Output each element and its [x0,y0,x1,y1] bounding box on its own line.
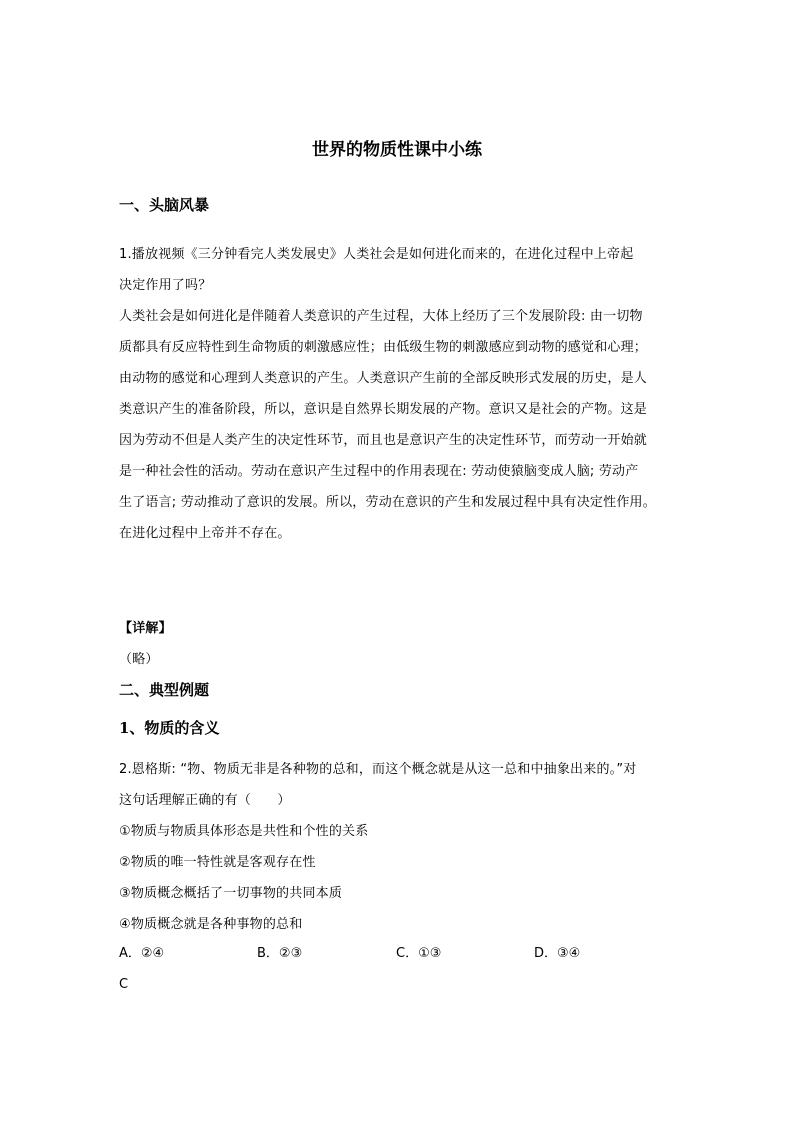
answer-1-line: 是一种社会性的活动。劳动在意识产生过程中的作用表现在: 劳动使猿脑变成人脑; 劳动产 [119,464,639,479]
question-2-line: 这句话理解正确的有（ ） [119,793,291,808]
statement-item: ④物质概念就是各种事物的总和 [119,917,303,932]
statement-list [119,816,691,940]
option-a: A．②④ [119,946,165,961]
statement-item: ②物质的唯一特性就是客观存在性 [119,855,316,870]
detail-label: 【详解】 [119,621,172,636]
statement-item: ③物质概念概括了一切事物的共同本质 [119,886,343,901]
answer-1-line: 因为劳动不但是人类产生的决定性环节，而且也是意识产生的决定性环节，而劳动一开始就 [119,433,648,448]
answer-1-line: 在进化过程中上帝并不存在。 [119,526,291,541]
question-1 [119,239,691,301]
answer-1-line: 生了语言; 劳动推动了意识的发展。所以，劳动在意识的产生和发展过程中具有决定性作用。 [119,495,656,510]
answer-options [119,942,679,966]
answer-1-paragraph [119,301,691,549]
question-1-line: 决定作用了吗？ [119,278,212,293]
option-b: B．②③ [257,946,303,961]
detail-text: （略） [119,652,159,667]
answer-1-line: 类意识产生的准备阶段，所以，意识是自然界长期发展的产物。意识又是社会的产物。这是 [119,402,648,417]
answer-1-line: 质都具有反应特性到生命物质的刺激感应性；由低级生物的刺激感应到动物的感觉和心理； [119,340,648,355]
option-c: C．①③ [396,946,442,961]
answer-key: C [119,977,129,992]
document-title: 世界的物质性课中小练 [312,140,482,160]
answer-1-line: 由动物的感觉和心理到人类意识的产生。人类意识产生前的全部反映形式发展的历史，是人 [119,371,648,386]
section-heading-examples: 二、典型例题 [119,681,210,699]
question-1-line: 1.播放视频《三分钟看完人类发展史》人类社会是如何进化而来的，在进化过程中上帝起 [119,247,634,262]
statement-item: ①物质与物质具体形态是共性和个性的关系 [119,824,369,839]
section-heading-brainstorm: 一、头脑风暴 [119,196,210,214]
option-d: D．③④ [534,946,581,961]
question-2-line: 2.恩格斯: “物、物质无非是各种物的总和，而这个概念就是从这一总和中抽象出来的。”对 [119,762,637,777]
answer-1-line: 人类社会是如何进化是伴随着人类意识的产生过程，大体上经历了三个发展阶段: 由一切物 [119,309,643,324]
question-2 [119,754,691,816]
sub-heading-matter-meaning: 1、物质的含义 [119,719,220,737]
